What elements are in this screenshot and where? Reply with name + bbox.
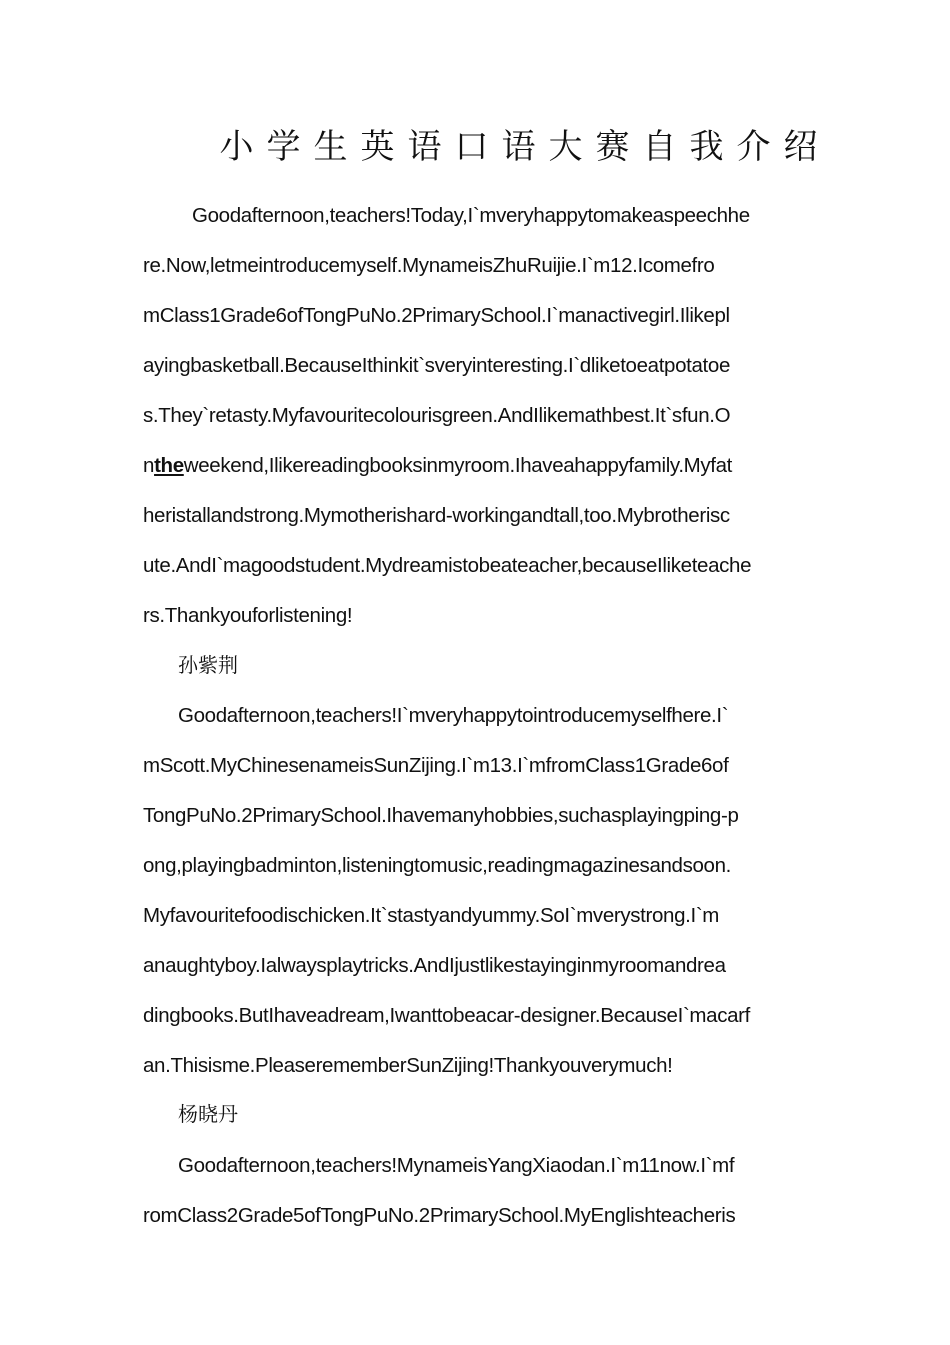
speech2-line: an.Thisisme.PleaserememberSunZijing!Thankyouverymuch! <box>143 1054 673 1077</box>
speech1-line-prefix: n <box>143 454 155 477</box>
speech2-line: TongPuNo.2PrimarySchool.Ihavemanyhobbies,suchasplayingping-p <box>143 804 739 827</box>
speech3-line: romClass2Grade5ofTongPuNo.2PrimarySchool.MyEnglishteacheris <box>143 1204 736 1227</box>
speech1-line-rest: weekend,Ilikereadingbooksinmyroom.Ihaveahappyfamily.Myfat <box>183 454 733 477</box>
speech1-line: mClass1Grade6ofTongPuNo.2PrimarySchool.I`manactivegirl.Ilikepl <box>143 304 730 327</box>
speech1-line: ayingbasketball.BecauseIthinkit`sveryinteresting.I`dliketoeatpotatoe <box>143 354 730 377</box>
speech1-line: re.Now,letmeintroducemyself.MynameisZhuRuijie.I`m12.Icomefro <box>143 254 715 277</box>
speech1-line: rs.Thankyouforlistening! <box>143 604 353 627</box>
speaker-name: 杨晓丹 <box>178 1102 238 1126</box>
speech2-line: ong,playingbadminton,listeningtomusic,readingmagazinesandsoon. <box>143 854 732 877</box>
speech2-line: mScott.MyChinesenameisSunZijing.I`m13.I`mfromClass1Grade6of <box>143 754 729 777</box>
speech2-line: dingbooks.ButIhaveadream,Iwanttobeacar-designer.BecauseI`macarf <box>143 1004 750 1027</box>
page-title: 小学生英语口语大赛自我介绍 <box>219 127 831 167</box>
speech1-line-with-emphasis <box>143 451 732 481</box>
speech2-line: Goodafternoon,teachers!I`mveryhappytointroducemyselfhere.I` <box>178 704 729 727</box>
speech3-line: Goodafternoon,teachers!MynameisYangXiaodan.I`m11now.I`mf <box>178 1154 735 1177</box>
speech2-line: anaughtyboy.Ialwaysplaytricks.AndIjustlikestayinginmyroomandrea <box>143 954 726 977</box>
speaker-name: 孙紫荆 <box>178 653 238 677</box>
speech1-line: heristallandstrong.Mymotherishard-workingandtall,too.Mybrotherisc <box>143 504 730 527</box>
emphasized-word: the <box>154 454 184 477</box>
speech1-line: s.They`retasty.Myfavouritecolourisgreen.AndIlikemathbest.It`sfun.O <box>143 404 731 427</box>
speech1-line: ute.AndI`magoodstudent.Mydreamistobeateacher,becauseIliketeache <box>143 554 752 577</box>
speech1-line: Goodafternoon,teachers!Today,I`mveryhappytomakeaspeechhe <box>192 204 750 227</box>
speech2-line: Myfavouritefoodischicken.It`stastyandyummy.SoI`mverystrong.I`m <box>143 904 720 927</box>
